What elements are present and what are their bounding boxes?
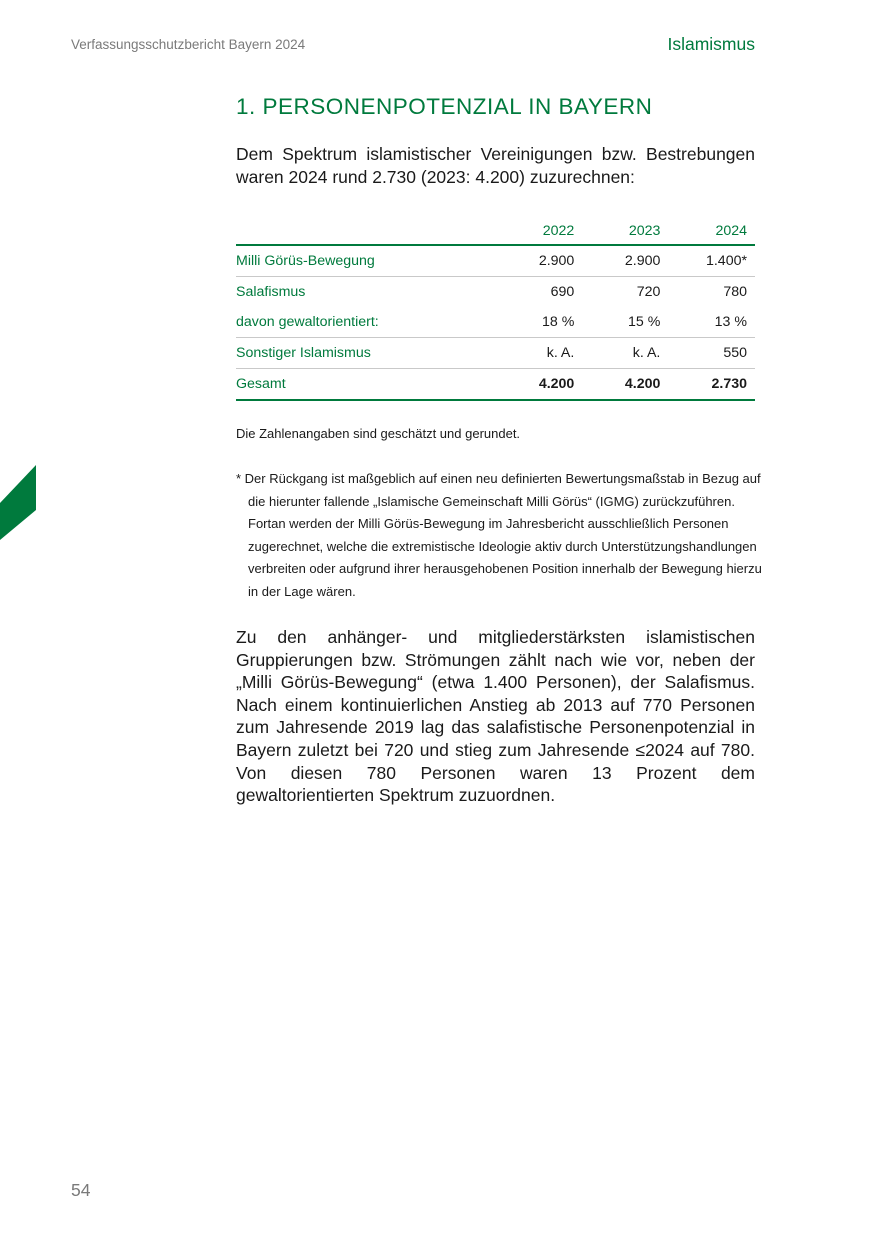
cell-value: k. A. xyxy=(582,338,668,369)
table-header-label xyxy=(236,217,496,245)
intro-paragraph: Dem Spektrum islamistischer Vereinigungen bzw. Bestrebungen waren 2024 rund 2.730 (2023: 4.200) zuzurechnen: xyxy=(236,144,755,187)
page-number: 54 xyxy=(71,1180,91,1200)
green-corner-decoration xyxy=(0,465,36,540)
cell-value: k. A. xyxy=(496,338,582,369)
row-label: Salafismus xyxy=(236,284,306,300)
cell-value: 1.400* xyxy=(668,245,755,277)
table-header-year: 2024 xyxy=(668,217,755,245)
table-row xyxy=(236,338,755,369)
cell-value: 18 % xyxy=(496,307,582,338)
cell-value: 550 xyxy=(668,338,755,369)
cell-value: 690 xyxy=(550,284,575,300)
body-paragraph: Zu den anhänger- und mitgliederstärksten islamistischen Gruppierungen bzw. Strömungen zählt nach wie vor, neben der „Milli Görüs-Bewegung“ (etwa 1.400 Personen), der Salafismus. Nach einem kontinuierlichen Anstieg ab 2013 auf 770 Personen zum Jahresende 2019 lag das salafistische Personenpotenzial in Bayern zuletzt bei 720 und stieg zum Jahresende ≤2024 auf 780. Von diesen 780 Personen waren 13 Prozent dem gewaltorientierten Spektrum zuzuordnen. xyxy=(236,627,755,806)
row-label: davon gewaltorientiert: xyxy=(236,307,496,338)
table-header-row xyxy=(236,217,755,245)
header-chapter: Islamismus xyxy=(667,34,755,54)
header-publication: Verfassungsschutzbericht Bayern 2024 xyxy=(71,37,306,52)
cell-value: 15 % xyxy=(582,307,668,338)
cell-value: 4.200 xyxy=(582,369,668,401)
cell-value: 2.730 xyxy=(668,369,755,401)
table-header-year: 2022 xyxy=(496,217,582,245)
personnel-table xyxy=(236,217,755,401)
row-label: Gesamt xyxy=(236,369,496,401)
table-row xyxy=(236,245,755,277)
table-row xyxy=(236,307,755,338)
cell-value: 4.200 xyxy=(496,369,582,401)
cell-value: 720 xyxy=(636,284,661,300)
table-total-row xyxy=(236,369,755,401)
cell-value: 2.900 xyxy=(496,245,582,277)
table-header-year: 2023 xyxy=(582,217,668,245)
row-label: Milli Görüs-Bewegung xyxy=(236,245,496,277)
cell-value: 13 % xyxy=(668,307,755,338)
table-row xyxy=(236,277,755,308)
cell-value: 780 xyxy=(723,284,747,300)
row-label: Sonstiger Islamismus xyxy=(236,338,496,369)
cell-value: 2.900 xyxy=(582,245,668,277)
table-note: Die Zahlenangaben sind geschätzt und gerundet. xyxy=(236,426,521,441)
footnote: * Der Rückgang ist maßgeblich auf einen neu definierten Bewertungsmaßstab in Bezug auf die hierunter fallende „Islamische Gemeinschaft Milli Görüs“ (IGMG) zurückzuführen. Fortan werden der Milli Görüs-Bewegung im Jahresbericht ausschließlich Personen zugerechnet, welche die extremistische Ideologie aktiv durch Unterstützungshandlungen verbreiten oder aufgrund ihrer herausgehobenen Position innerhalb der Bewegung hierzu in der Lage wären. xyxy=(236,471,762,599)
section-title: 1. PERSONENPOTENZIAL IN BAYERN xyxy=(236,94,653,119)
